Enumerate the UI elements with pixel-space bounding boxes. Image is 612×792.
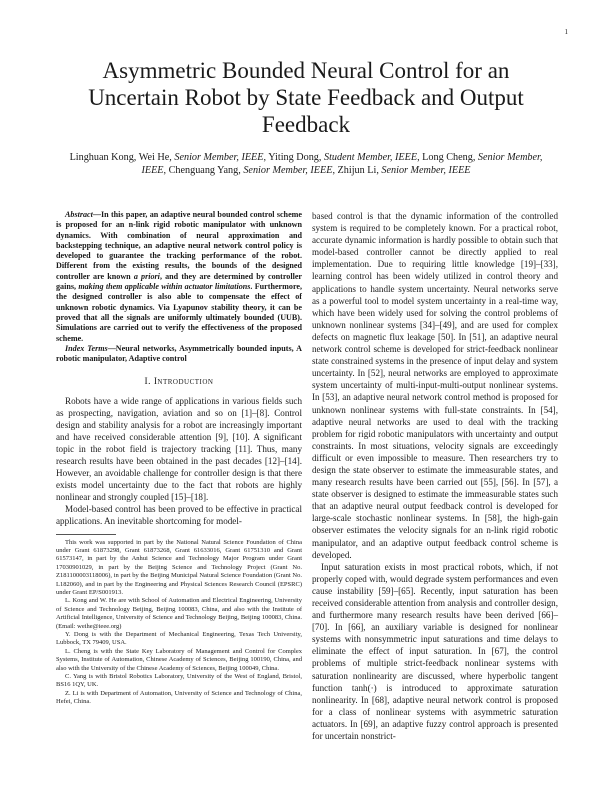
footnote: Y. Dong is with the Department of Mechanical Engineering, Texas Tech University, Lubbock, TX 79409, USA. xyxy=(56,631,302,647)
author-role: Senior Member, IEEE xyxy=(141,152,543,176)
author-role: Senior Member, IEEE xyxy=(174,152,264,163)
author-name: Linghuan Kong xyxy=(69,152,134,163)
footnote: L. Kong and W. He are with School of Automation and Electrical Engineering, University of Science and Technology Beijing, Beijing 100083, China, and also with the Institute of Artificial Intelligence, University of Science and Technology Beijing, Beijing 100083, China. (Email: weihe@ieee.org) xyxy=(56,597,302,630)
author-role: Senior Member, IEEE xyxy=(243,165,333,176)
abstract xyxy=(56,210,302,344)
section-numeral: I. xyxy=(144,377,151,388)
index-terms xyxy=(56,344,302,365)
author-list: Linghuan Kong, Wei He, Senior Member, IEEE, Yiting Dong, Student Member, IEEE, Long Cheng, Senior Member, IEEE, Chenguang Yang, Senior Member, IEEE, Zhijun Li, Senior Member, IEEE xyxy=(69,152,543,176)
body-paragraph: Model-based control has been proved to be effective in practical applications. An inevitable shortcoming for model- xyxy=(56,504,302,527)
author-role: Senior Member, IEEE xyxy=(381,165,471,176)
abstract-text: , and they are determined by controller gains, xyxy=(56,271,302,292)
left-column xyxy=(56,210,302,707)
abstract-emphasis: a priori xyxy=(133,271,160,281)
paper-title: Asymmetric Bounded Neural Control for an Uncertain Robot by State Feedback and Output Feedback xyxy=(88,58,524,137)
page-number: 1 xyxy=(564,28,568,36)
footnote: Z. Li is with Department of Automation, University of Science and Technology of China, Hefei, China. xyxy=(56,689,302,706)
body-paragraph: Input saturation exists in most practical robots, which, if not properly coped with, would degrade system performances and even cause instability [59]–[65]. Recently, input saturation has been received considerable attention from analysis and controller design, and furthermore many research results have been derived [66]–[70]. In [66], an auxiliary variable is designed for nonlinear systems with nonsymmetric input saturations and time delays to eliminate the effect of input saturation. In [67], the control problems of multiple strict-feedback nonlinear systems with saturation nonlinearity are discussed, where hyperbolic tangent function tanh(·) is introduced to approximate saturation nonlinearity. In [68], adaptive neural network control is proposed for a class of nonlinear systems with asymmetric saturation actuators. In [69], an adaptive fuzzy control approach is presented for uncertain nonstrict- xyxy=(312,561,558,742)
abstract-emphasis: making them applicable within actuator limitations xyxy=(78,282,251,292)
abstract-lead: Abstract xyxy=(65,210,93,219)
section-heading xyxy=(56,376,302,388)
footnotes xyxy=(56,539,302,707)
body-paragraph: Robots have a wide range of applications in various fields such as prospecting, navigation, aviation and so on [1]–[8]. Control design and stability analysis for a robot are increasingly important and have received considerable attention [9], [10]. A significant topic in the robot field is trajectory tracking [11]. Thus, many research results have been obtained in the past decades [12]–[14]. However, an avoidable challenge for controller design is that there exists model uncertainty due to the fact that robots are highly nonlinear and strongly coupled [15]–[18]. xyxy=(56,395,302,503)
footnote: L. Cheng is with the State Key Laboratory of Management and Control for Complex Systems, Institute of Automation, Chinese Academy of Sciences, Beijing 100190, China, and also with the University of the Chinese Academy of Sciences, Beijing 100049, China. xyxy=(56,647,302,672)
abstract-text: —In this paper, an adaptive neural bounded control scheme is proposed for an n-link rigid robotic manipulator with unknown dynamics. With combination of neural approximation and backstepping technique, an adaptive neural network control policy is developed to guarantee the tracking performance of the robot. Different from the existing results, the bounds of the designed controller are known xyxy=(56,210,302,281)
author-name: Long Cheng xyxy=(422,152,473,163)
footnote-divider xyxy=(56,534,116,535)
footnote: C. Yang is with Bristol Robotics Laboratory, University of the West of England, Bristol, BS16 1QY, UK. xyxy=(56,673,302,689)
abstract-text: . Furthermore, the designed controller is also able to compensate the effect of unknown robotic dynamics. Via Lyapunov stability theory, it can be proved that all the signals are uniformly ultimately bounded (UUB). Simulations are carried out to verify the effectiveness of the proposed scheme. xyxy=(56,282,303,343)
author-name: Zhijun Li xyxy=(337,165,377,176)
body-paragraph: based control is that the dynamic information of the controlled system is required to be completely known. For a practical robot, accurate dynamic information is hardly possible to obtain such that model-based controller cannot be directly applied to real implementation. Due to requiring little knowledge [19]–[33], learning control has been widely utilized in control theory and applications to handle system uncertainty. Neural networks serve as a powerful tool to model system uncertainty in a real-time way, which have been widely used for solving the control problems of unknown nonlinear systems [34]–[49], and are used for complex defects on magnetic flux leakage [50]. In [51], an adaptive neural network control scheme is developed for strict-feedback nonlinear state constrained systems in the presence of input delay and system uncertainty. In [52], neural networks are employed to approximate system uncertainty of multi-input-multi-output nonlinear systems. In [53], an adaptive neural network control method is proposed for unknown nonlinear systems with full-state constraints. In [54], adaptive neural networks are used to deal with the tracking problem for rigid robotic manipulators with uncertainty and output constraints. In most situations, velocity signals are exceedingly difficult or even impossible to measure. Then researchers try to design the state observer to estimate the immeasurable states, and many research results have been carried out [55], [56]. In [57], a state observer is designed to estimate the immeasurable states such that an adaptive neural output feedback control is developed for large-scale stochastic nonlinear systems. In [58], the high-gain observer estimates the velocity signals for an n-link rigid robotic manipulator, and an adaptive output feedback control scheme is developed. xyxy=(312,211,558,560)
author-name: Chenguang Yang xyxy=(168,165,239,176)
footnote: This work was supported in part by the National Natural Science Foundation of China under Grant 61873298, Grant 61873268, Grant 61633016, Grant 61751310 and Grant 61573147, in part by the Anhui Science and Technology Major Program under Grant 17030901029, in part by the Beijing Science and Technology Project (Grant No. Z181100003118006), in part by the Beijing Municipal Natural Science Foundation (Grant No. L182060), and in part by the Engineering and Physical Sciences Research Council (EPSRC) under Grant EP/S001913. xyxy=(56,538,302,597)
author-name: Yiting Dong xyxy=(268,152,319,163)
right-column xyxy=(312,210,558,742)
section-title: Introduction xyxy=(153,377,214,388)
author-role: Student Member, IEEE xyxy=(324,152,418,163)
author-name: Wei He xyxy=(138,152,170,163)
index-terms-text: —Neural networks, Asymmetrically bounded inputs, A robotic manipulator, Adaptive control xyxy=(56,343,302,364)
index-terms-lead: Index Terms xyxy=(65,343,108,353)
